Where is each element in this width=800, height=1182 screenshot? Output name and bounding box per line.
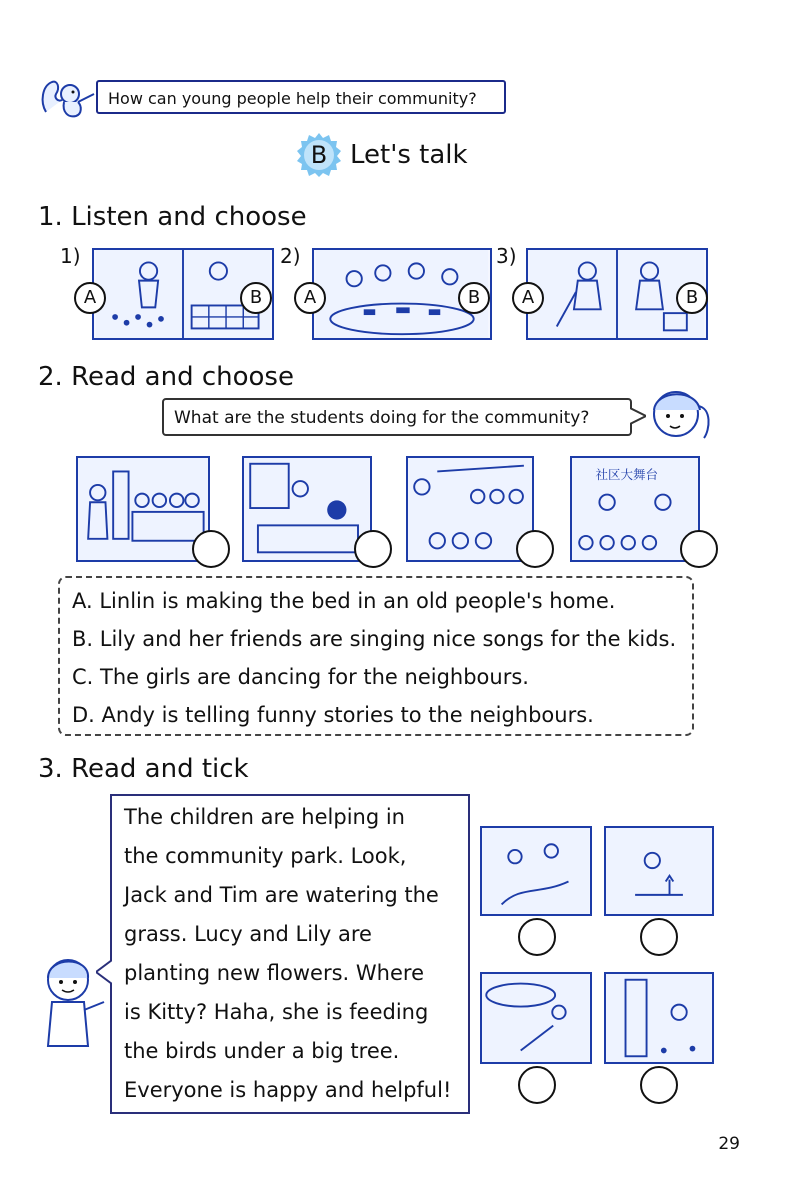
girl-face-icon bbox=[646, 384, 716, 444]
lesson-badge-letter: B bbox=[310, 141, 328, 169]
story-line-3: Jack and Tim are watering the bbox=[124, 883, 439, 907]
item1-option-b[interactable]: B bbox=[240, 282, 272, 314]
section2-answer-3[interactable] bbox=[516, 530, 554, 568]
item1-number: 1) bbox=[60, 244, 81, 268]
section2-question: What are the students doing for the community? bbox=[162, 398, 632, 436]
section2-picture-1 bbox=[76, 456, 210, 562]
item3-option-a[interactable]: A bbox=[512, 282, 544, 314]
item3-option-b[interactable]: B bbox=[676, 282, 708, 314]
option-d: D. Andy is telling funny stories to the neighbours. bbox=[72, 703, 594, 727]
item2-option-b[interactable]: B bbox=[458, 282, 490, 314]
section3-picture-1 bbox=[480, 826, 592, 916]
item1-option-a[interactable]: A bbox=[74, 282, 106, 314]
section2-answer-1[interactable] bbox=[192, 530, 230, 568]
section2-picture-2 bbox=[242, 456, 372, 562]
section3-picture-2 bbox=[604, 826, 714, 916]
item2-option-a[interactable]: A bbox=[294, 282, 326, 314]
story-line-2: the community park. Look, bbox=[124, 844, 407, 868]
squirrel-icon bbox=[38, 72, 96, 122]
speech-tail-icon bbox=[630, 406, 646, 426]
lesson-title: Let's talk bbox=[350, 140, 468, 170]
story-line-6: is Kitty? Haha, she is feeding bbox=[124, 1000, 429, 1024]
item2-number: 2) bbox=[280, 244, 301, 268]
section3-answer-1[interactable] bbox=[518, 918, 556, 956]
section2-title: 2. Read and choose bbox=[38, 362, 294, 392]
question-banner: How can young people help their community? bbox=[96, 80, 506, 114]
item3-number: 3) bbox=[496, 244, 517, 268]
story-line-8: Everyone is happy and helpful! bbox=[124, 1078, 452, 1102]
section2-picture-3 bbox=[406, 456, 534, 562]
section3-picture-4 bbox=[604, 972, 714, 1064]
option-b: B. Lily and her friends are singing nice songs for the kids. bbox=[72, 627, 677, 651]
section3-title: 3. Read and tick bbox=[38, 754, 249, 784]
stage-sign: 社区大舞台 bbox=[595, 467, 659, 483]
section3-answer-3[interactable] bbox=[518, 1066, 556, 1104]
section3-answer-4[interactable] bbox=[640, 1066, 678, 1104]
section2-answer-2[interactable] bbox=[354, 530, 392, 568]
story-line-7: the birds under a big tree. bbox=[124, 1039, 400, 1063]
section3-picture-3 bbox=[480, 972, 592, 1064]
option-a: A. Linlin is making the bed in an old people's home. bbox=[72, 589, 616, 613]
story-tail-icon bbox=[96, 958, 112, 986]
story-line-5: planting new flowers. Where bbox=[124, 961, 424, 985]
page-number: 29 bbox=[718, 1134, 740, 1154]
story-line-1: The children are helping in bbox=[124, 805, 405, 829]
section2-answer-4[interactable] bbox=[680, 530, 718, 568]
section1-title: 1. Listen and choose bbox=[38, 202, 307, 232]
section3-answer-2[interactable] bbox=[640, 918, 678, 956]
option-c: C. The girls are dancing for the neighbours. bbox=[72, 665, 529, 689]
story-line-4: grass. Lucy and Lily are bbox=[124, 922, 372, 946]
